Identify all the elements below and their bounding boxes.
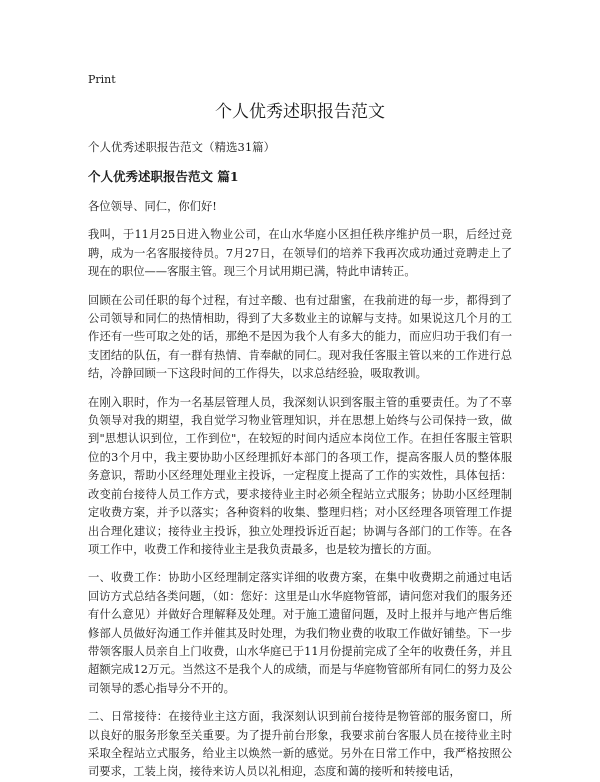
body-paragraph: 回顾在公司任职的每个过程，有过辛酸、也有过甜蜜，在我前进的每一步，都得到了公司领导和同仁的热情相助，得到了大多数业主的谅解与支持。如果说这几个月的工作还有一些可取之处的话，那绝不是因为我个人有多大的能力，而应归功于我们有一支团结的队伍，有一群有热情、肯奉献的同仁。现对我任客服主管以来的工作进行总结，冷静回顾一下这段时间的工作得失，以求总结经验，吸取教训。 bbox=[88, 293, 512, 381]
body-paragraph: 二、日常接待：在接待业主这方面，我深刻认识到前台接待是物管部的服务窗口，所以良好的服务形象至关重要。为了提升前台形象，我要求前台客服人员在接待业主时采取全程站立式服务，给业主以焕然一新的感觉。另外在日常工作中，我严格按照公司要求，工装上岗，接待来访人员以礼相迎，态度和蔼的接听和转接电话， bbox=[88, 710, 512, 779]
body-paragraph: 一、收费工作：协助小区经理制定落实详细的收费方案，在集中收费期之前通过电话回访方式总结各类问题，（如：您好：这里是山水华庭物管部，请问您对我们的服务还有什么意见）并做好合理解释及处理。对于施工遗留问题，及时上报并与地产售后维修部人员做好沟通工作并催其及时处理，为我们物业费的收取工作做好铺垫。下一步带领客服人员亲自上门收费，山水华庭已于11月份提前完成了全年的收费任务，并且超额完成12万元。当然这不是我个人的成绩，而是与华庭物管部所有同仁的努力及公司领导的悉心指导分不开的。 bbox=[88, 571, 512, 695]
section-heading: 个人优秀述职报告范文 篇1 bbox=[88, 169, 239, 184]
body-paragraph: 在刚入职时，作为一名基层管理人员，我深刻认识到客服主管的重要责任。为了不辜负领导对我的期望，我自觉学习物业管理知识，并在思想上始终与公司保持一致，做到"思想认识到位，工作到位"，在较短的时间内适应本岗位工作。在担任客服主管职位的3个月中，我主要协助小区经理抓好本部门的各项工作，提高客服人员的整体服务意识，帮助小区经理处理业主投诉，一定程度上提高了工作的实效性，具体包括：改变前台接待人员工作方式，要求接待业主时必须全程站立式服务；协助小区经理制定收费方案，并予以落实；各种资料的收集、整理归档；对小区经理各项管理工作提出合理化建议；接待业主投诉，独立处理投诉近百起；协调与各部门的工作等。在各项工作中，收费工作和接待业主是我负责最多，也是较为擅长的方面。 bbox=[88, 395, 512, 556]
print-link[interactable]: Print bbox=[88, 73, 116, 86]
greeting-paragraph: 各位领导、同仁，你们好! bbox=[88, 200, 217, 213]
document-subtitle: 个人优秀述职报告范文（精选31篇） bbox=[88, 140, 276, 154]
document-title: 个人优秀述职报告范文 bbox=[215, 102, 385, 122]
body-paragraph: 我叫，于11月25日进入物业公司，在山水华庭小区担任秩序维护员一职，后经过竞聘，成为一名客服接待员。7月27日，在领导们的培养下我再次成功通过竞聘走上了现在的职位——客服主管。现三个月试用期已满，特此申请转正。 bbox=[88, 228, 512, 279]
